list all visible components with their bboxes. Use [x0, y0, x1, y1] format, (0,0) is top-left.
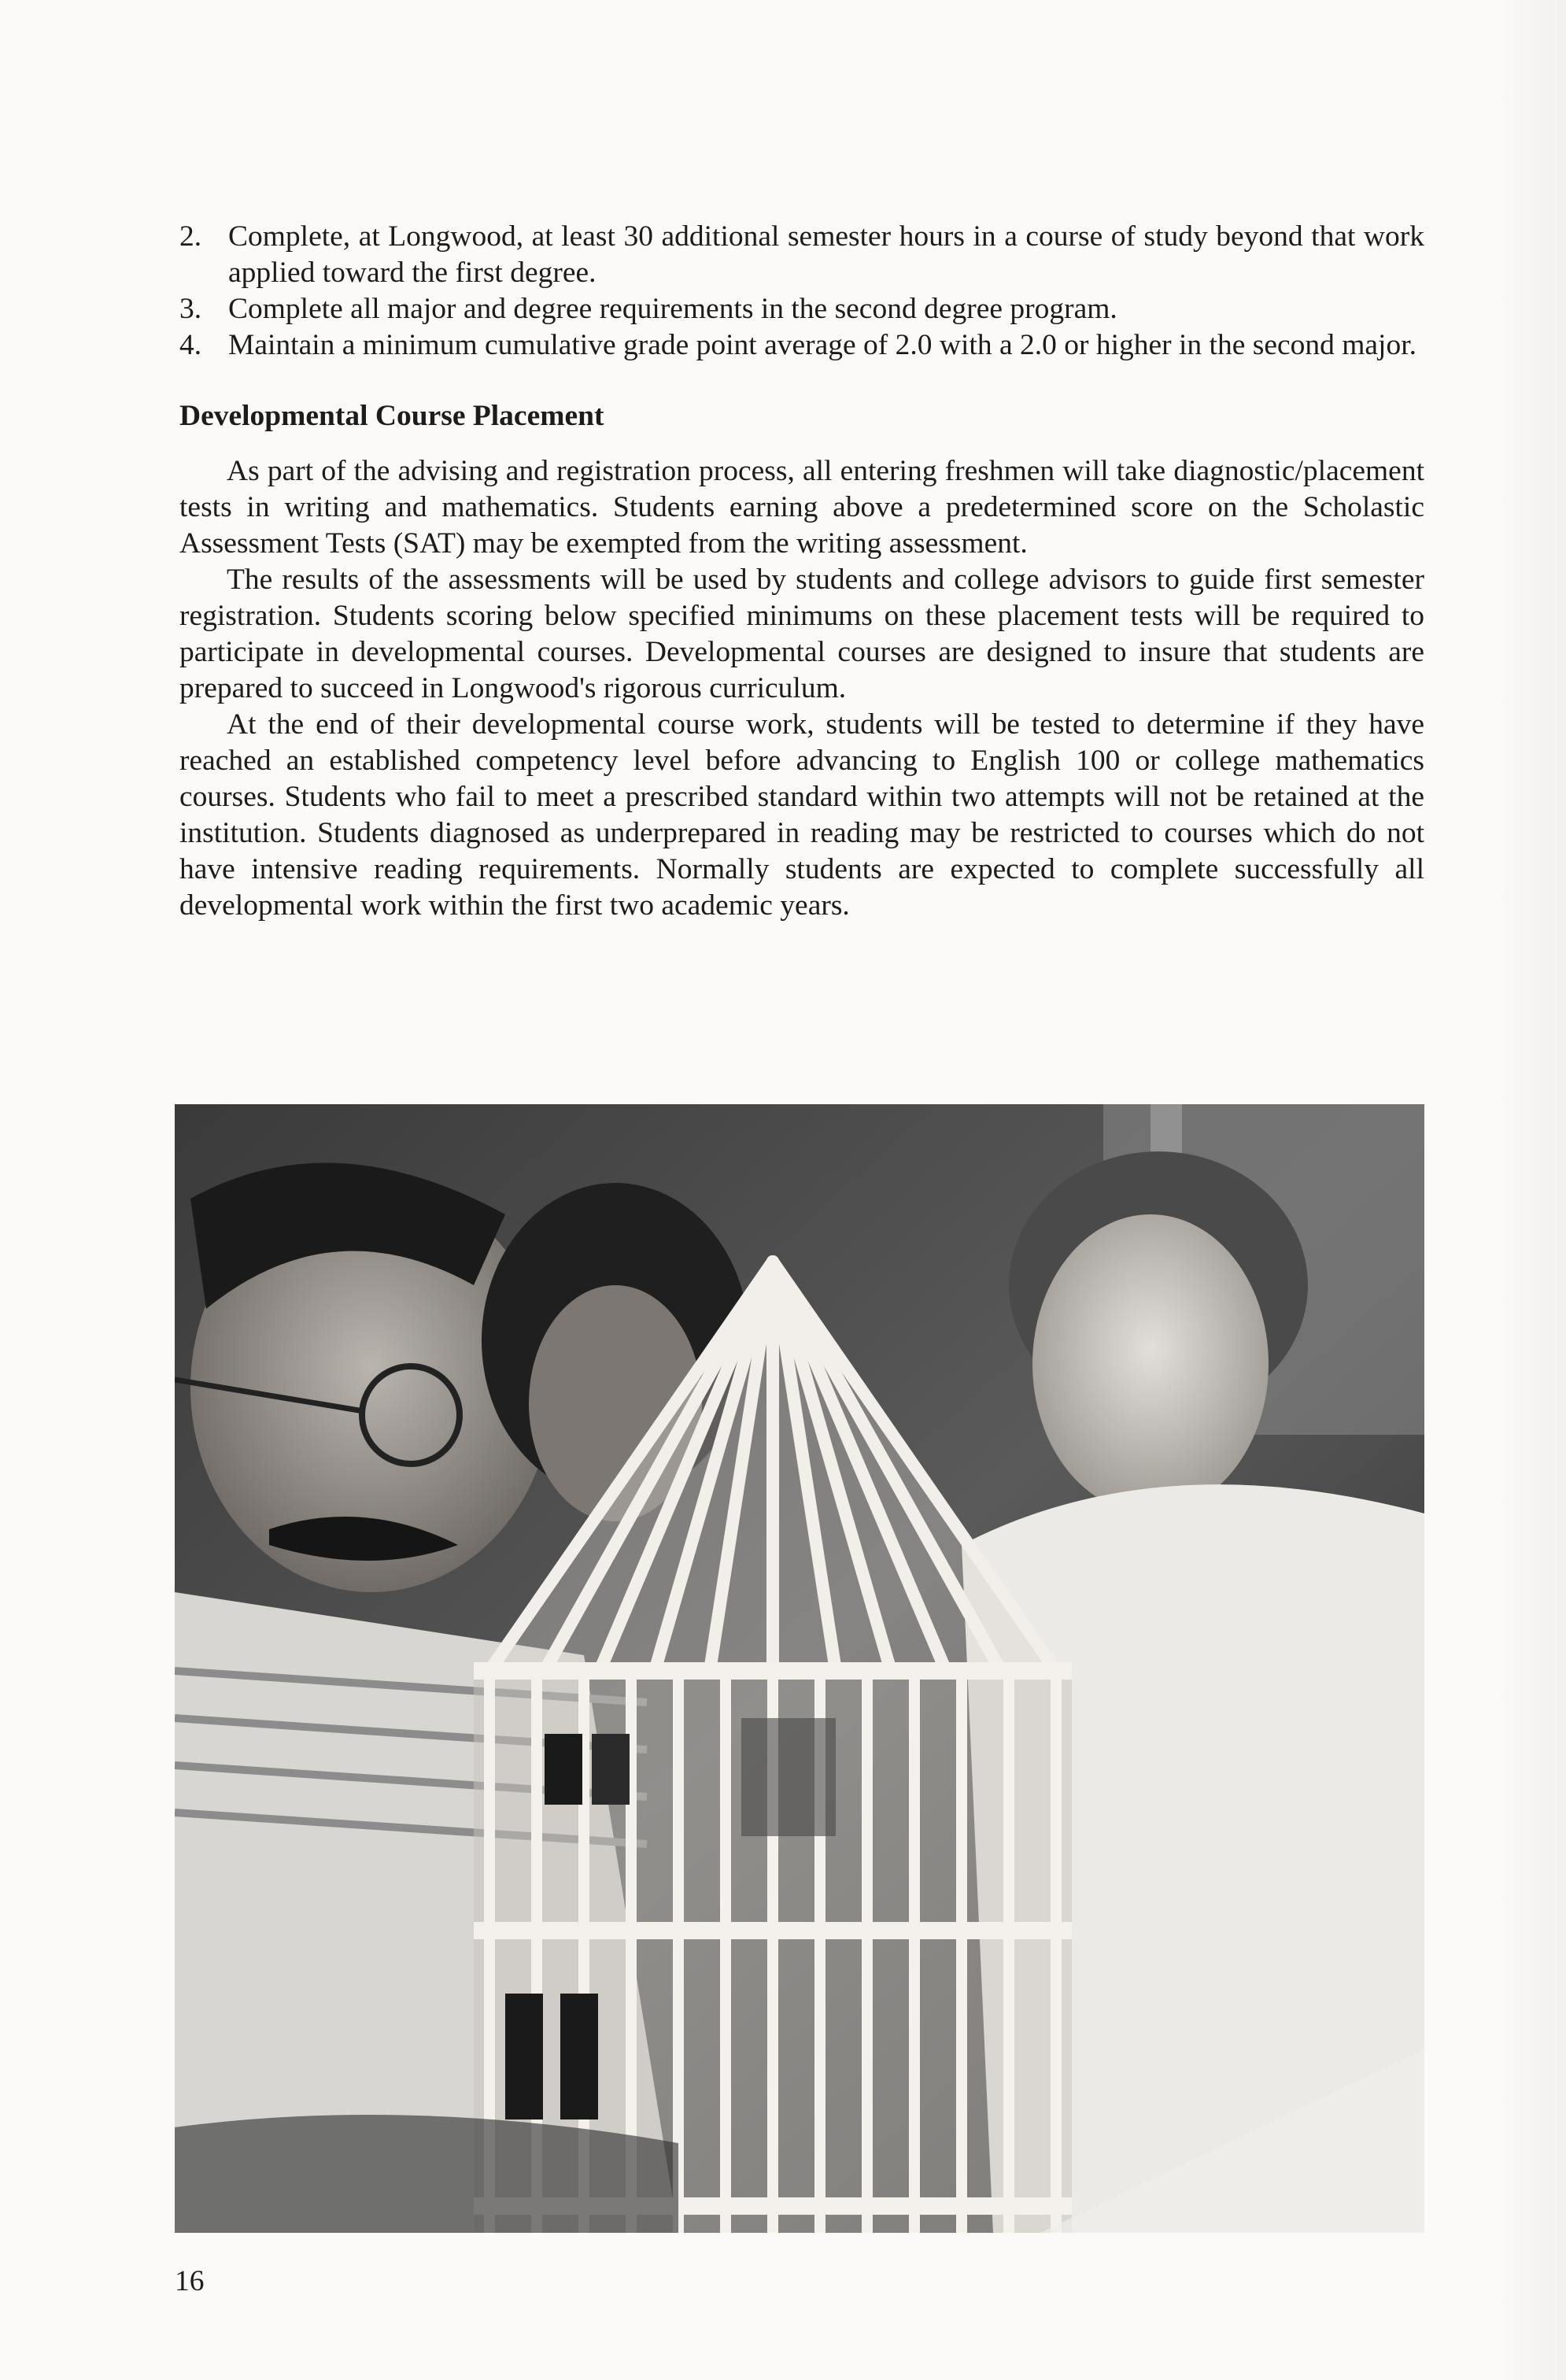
list-item-text: Complete, at Longwood, at least 30 additional semester hours in a course of study beyond that work applied toward the first degree. — [228, 220, 1424, 289]
paragraph: The results of the assessments will be used by students and college advisors to guide first semester registration. Students scoring below specified minimums on these placement tests will be required to participate in developmental courses. Developmental courses are designed to insure that students are prepared to succeed in Longwood's rigorous curriculum. — [179, 564, 1424, 704]
list-item — [179, 219, 1424, 291]
list-item-number: 2. — [179, 220, 202, 253]
list-item — [179, 291, 1424, 327]
page-text — [179, 219, 1424, 924]
page-number: 16 — [175, 2265, 205, 2297]
page-edge-shade — [1495, 0, 1566, 2380]
paragraph: At the end of their developmental course work, students will be tested to determine if they have reached an established competency level before advancing to English 100 or college mathematics courses. Students who fail to meet a prescribed standard within two attempts will not be retained at the institution. Students diagnosed as underprepared in reading may be restricted to courses which do not have intensive reading requirements. Normally students are expected to complete successfully all developmental work within the first two academic years. — [179, 708, 1424, 922]
photo-illustration — [175, 1104, 1424, 2233]
degree-requirements-list — [179, 219, 1424, 364]
list-item-number: 4. — [179, 329, 202, 361]
paragraph: As part of the advising and registration process, all entering freshmen will take diagnostic/placement tests in writing and mathematics. Students earning above a predetermined score on the Scholastic Assessment Tests (SAT) may be exempted from the writing assessment. — [179, 455, 1424, 560]
section-heading: Developmental Course Placement — [179, 400, 604, 432]
list-item-number: 3. — [179, 293, 202, 325]
house-model-photo — [175, 1104, 1424, 2233]
list-item — [179, 327, 1424, 364]
list-item-text: Complete all major and degree requirements in the second degree program. — [228, 293, 1117, 325]
list-item-text: Maintain a minimum cumulative grade point average of 2.0 with a 2.0 or higher in the second major. — [228, 329, 1417, 361]
